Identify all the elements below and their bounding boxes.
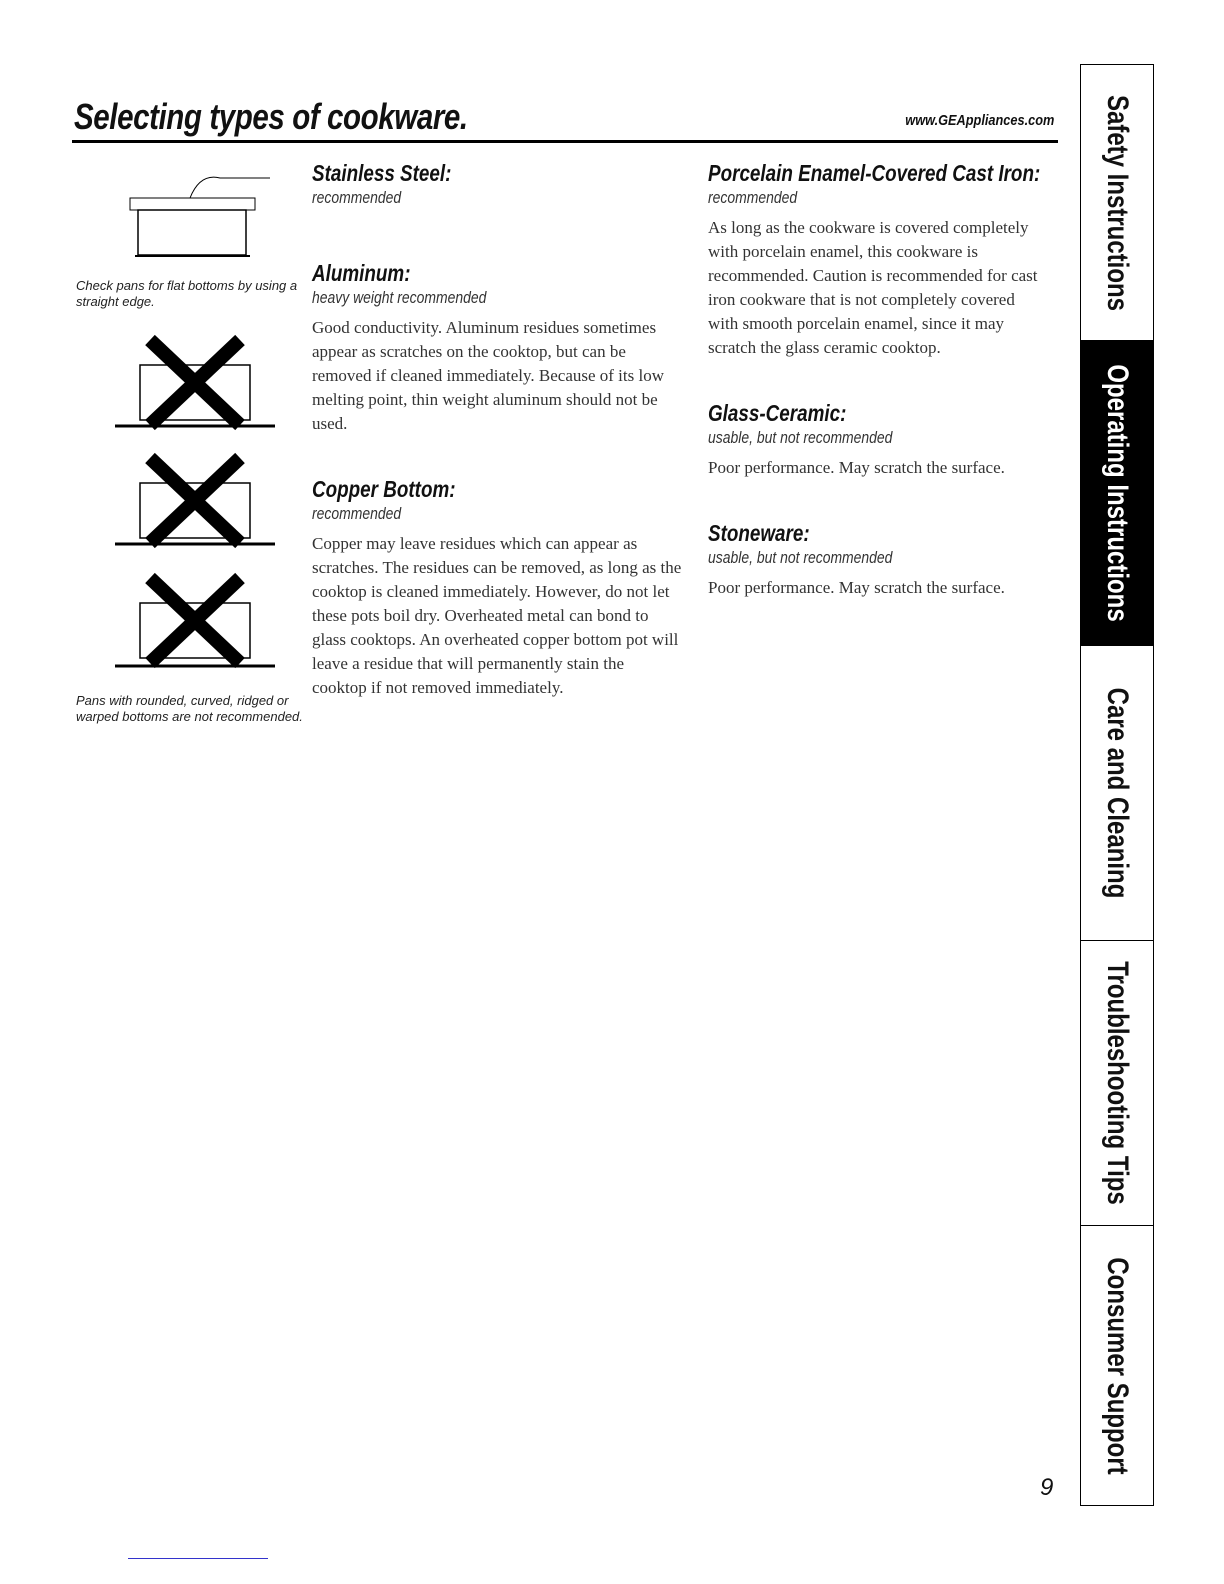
- section-porcelain-enamel: [708, 160, 1041, 360]
- section-copper-bottom: [312, 476, 682, 700]
- tab-label: Safety Instructions: [1101, 94, 1134, 311]
- section-heading: Copper Bottom:: [312, 476, 456, 502]
- section-stoneware: [708, 520, 1038, 600]
- section-body: Poor performance. May scratch the surface.: [708, 578, 1005, 597]
- tab-label: Consumer Support: [1101, 1256, 1134, 1475]
- rounded-bottom-pan-x-illustration: [80, 330, 310, 440]
- section-glass-ceramic: [708, 400, 1038, 480]
- section-rating: usable, but not recommended: [708, 428, 893, 447]
- page-number: 9: [1040, 1474, 1054, 1501]
- section-rating: recommended: [312, 188, 402, 207]
- figure-caption-not-recommended: Pans with rounded, curved, ridged or warped bottoms are not recommended.: [76, 693, 303, 724]
- tab-care-and-cleaning[interactable]: [1081, 646, 1153, 941]
- tab-label: Care and Cleaning: [1101, 687, 1134, 899]
- page-title: Selecting types of cookware.: [74, 96, 468, 137]
- section-body: Good conductivity. Aluminum residues sometimes appear as scratches on the cooktop, but can be removed if cleaned immediately. Because of its low melting point, thin weight aluminum should not be used.: [312, 318, 664, 433]
- figure-caption-flat: Check pans for flat bottoms by using a straight edge.: [76, 278, 298, 309]
- section-rating: heavy weight recommended: [312, 288, 487, 307]
- section-stainless-steel: [312, 160, 682, 210]
- tab-troubleshooting-tips[interactable]: [1081, 941, 1153, 1226]
- ridged-bottom-pan-x-illustration: [80, 448, 310, 558]
- right-column: [708, 160, 1041, 640]
- section-heading: Aluminum:: [312, 260, 411, 286]
- tab-safety-instructions[interactable]: [1081, 65, 1153, 341]
- tab-consumer-support[interactable]: [1081, 1226, 1153, 1505]
- section-heading: Stainless Steel:: [312, 160, 452, 186]
- section-rating: recommended: [312, 504, 402, 523]
- section-tabs: [1080, 64, 1154, 1506]
- tab-label: Operating Instructions: [1101, 364, 1134, 622]
- section-body: As long as the cookware is covered completely with porcelain enamel, this cookware is recommended. Caution is recommended for cast iron cookware that is not completely covered with smooth porcelain enamel, since it may scratch the glass ceramic cooktop.: [708, 218, 1038, 357]
- footer-line: [128, 1558, 268, 1559]
- section-body: Copper may leave residues which can appear as scratches. The residues can be removed, as long as the cooktop is cleaned immediately. However, do not let these pots boil dry. Overheated metal can bond to glass cooktops. An overheated copper bottom pot will leave a residue that will permanently stain the cooktop if not removed immediately.: [312, 534, 682, 697]
- section-heading: Porcelain Enamel-Covered Cast Iron:: [708, 160, 1041, 186]
- section-rating: usable, but not recommended: [708, 548, 893, 567]
- website-url: www.GEAppliances.com: [904, 112, 1054, 129]
- middle-column: [312, 160, 682, 740]
- header-rule: [72, 140, 1058, 143]
- section-rating: recommended: [708, 188, 798, 207]
- section-heading: Stoneware:: [708, 520, 810, 546]
- section-heading: Glass-Ceramic:: [708, 400, 847, 426]
- section-aluminum: [312, 260, 682, 436]
- straight-edge-pan-illustration: [80, 158, 310, 270]
- tab-operating-instructions[interactable]: [1081, 341, 1153, 646]
- section-body: Poor performance. May scratch the surface.: [708, 458, 1005, 477]
- tab-label: Troubleshooting Tips: [1101, 961, 1134, 1205]
- warped-bottom-pan-x-illustration: [80, 568, 310, 678]
